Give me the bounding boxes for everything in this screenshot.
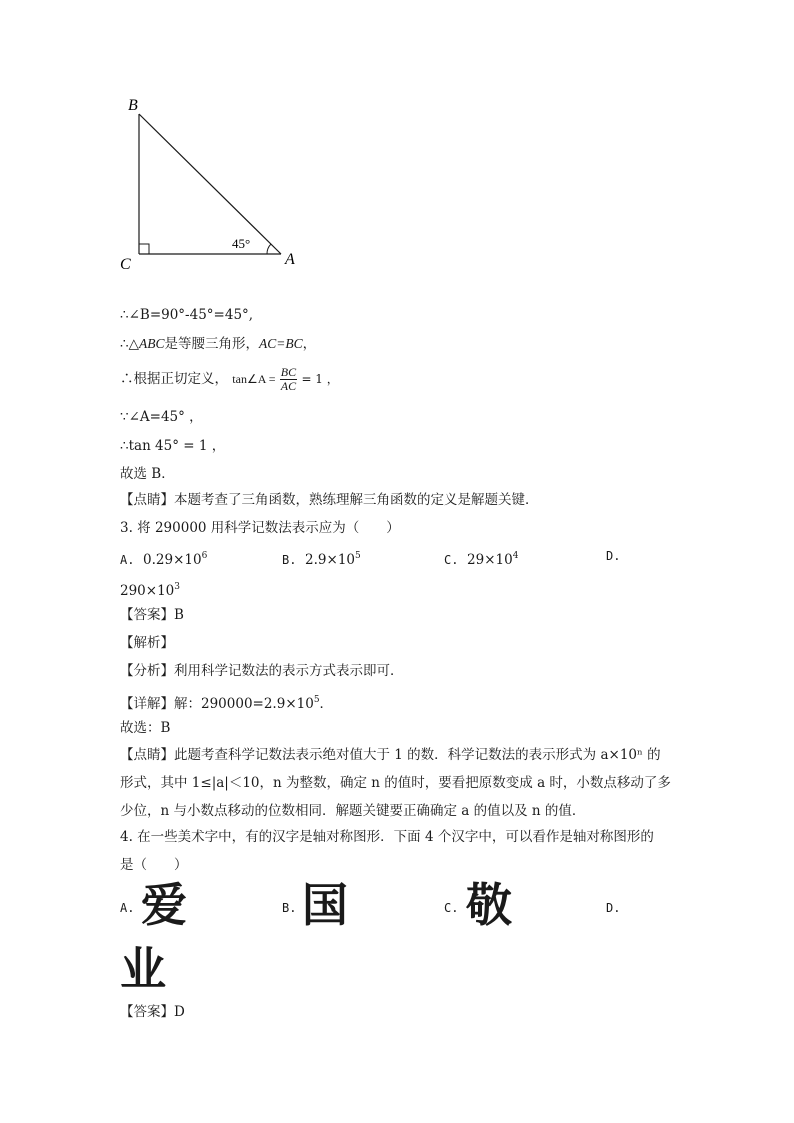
- q4-stem-line-2: [120, 856, 188, 874]
- option-letter: C.: [444, 553, 459, 567]
- tan45-result: ∴tan 45° = 1 ，: [120, 438, 226, 454]
- q3-stem-text: 3. 将 290000 用科学记数法表示应为（ ）: [120, 520, 400, 536]
- solution-line-5: [120, 437, 225, 455]
- fraction-numerator: BC: [280, 365, 297, 379]
- q4-option-b-char: 国: [302, 878, 348, 932]
- vertex-label-c: C: [120, 256, 131, 272]
- tangent-def-text: ∴根据正切定义，: [120, 371, 228, 387]
- option-value: 290×10: [120, 583, 175, 599]
- angle-label: 45°: [232, 236, 251, 251]
- option-letter: A.: [120, 553, 135, 567]
- option-value: 0.29×10: [143, 552, 202, 568]
- answer-tag: 【答案】: [120, 1004, 174, 1020]
- q3-detail: [120, 691, 333, 713]
- analysis-tag: 【解析】: [120, 635, 174, 651]
- q3-option-b: [282, 547, 361, 569]
- answer-tag: 【答案】: [120, 607, 174, 623]
- q3-fenxi: [120, 662, 404, 680]
- q4-option-d-char: 业: [120, 942, 166, 996]
- right-angle-mark: [139, 244, 149, 254]
- fraction-denominator: AC: [280, 379, 297, 393]
- q4-option-a-char: 爱: [141, 878, 187, 932]
- q3-option-a: [120, 547, 207, 569]
- q4-option-c-char: 敬: [466, 878, 512, 932]
- detail-end: ．: [319, 696, 334, 712]
- q3-comment-line-1: [120, 746, 661, 764]
- solution-line-2: [120, 335, 316, 353]
- comment-text: 少位，n 与小数点移动的位数相同．解题关键要正确确定 a 的值以及 n 的值．: [120, 803, 586, 819]
- q3-option-d: [606, 547, 620, 565]
- fraction-bc-ac: [280, 366, 297, 393]
- option-letter: B.: [282, 553, 297, 567]
- q4-option-c-letter: C.: [444, 901, 459, 915]
- q4-stem-line-1: [120, 828, 654, 846]
- q4-option-b-letter: B.: [282, 901, 297, 915]
- choose-b: 故选 B．: [120, 466, 175, 482]
- vertex-label-a: A: [285, 251, 295, 268]
- option-exponent: 4: [512, 551, 519, 561]
- q4-stem-text: 4. 在一些美术字中，有的汉字是轴对称图形．下面 4 个汉字中，可以看作是轴对称图形的: [120, 829, 654, 845]
- answer-value: D: [174, 1004, 185, 1020]
- q3-stem: [120, 519, 400, 537]
- therefore-triangle: ∴△: [120, 336, 139, 352]
- option-exponent: 5: [355, 551, 361, 561]
- detail-exponent: 5: [313, 695, 320, 705]
- detail-text: 【详解】解：290000=2.9×10: [120, 696, 314, 712]
- comma: ，: [302, 336, 317, 352]
- side-equality: AC=BC: [258, 336, 303, 351]
- equals-one: = 1 ，: [301, 372, 339, 386]
- solution-line-6: [120, 465, 175, 483]
- triangle-figure: [110, 92, 310, 272]
- comment-text: 【点睛】本题考查了三角函数，熟练理解三角函数的定义是解题关键．: [120, 492, 539, 508]
- q3-comment-line-2: [120, 774, 671, 792]
- option-exponent: 3: [174, 582, 180, 592]
- option-value: 29×10: [467, 552, 513, 568]
- triangle-name: ABC: [138, 336, 165, 351]
- q4-answer: [120, 1003, 185, 1021]
- because-angle-a: ∵∠A=45° ，: [120, 409, 203, 425]
- q4-option-d-letter: D.: [606, 901, 621, 915]
- fenxi-text: 【分析】利用科学记数法的表示方式表示即可．: [120, 663, 404, 679]
- side-ab: [139, 114, 281, 254]
- q4-stem-text: 是（ ）: [120, 857, 188, 873]
- tan-expression: tan∠A =: [232, 372, 276, 386]
- q3-answer: [120, 606, 184, 624]
- q4-option-a-letter: A.: [120, 901, 135, 915]
- choose-text: 故选：B: [120, 720, 171, 736]
- isosceles-text: 是等腰三角形，: [164, 336, 259, 352]
- solution-line-1: [120, 306, 253, 324]
- q3-analysis-tag: [120, 634, 174, 652]
- solution-comment: [120, 491, 539, 509]
- q3-option-c: [444, 547, 518, 569]
- solution-line-3: [120, 364, 339, 394]
- angle-b-calc: ∴∠B=90°-45°=45°,: [120, 307, 254, 323]
- option-exponent: 6: [201, 551, 208, 561]
- vertex-label-b: B: [128, 97, 138, 114]
- option-value: 2.9×10: [305, 552, 356, 568]
- q3-option-d-value: [120, 578, 180, 600]
- comment-text: 【点睛】此题考查科学记数法表示绝对值大于 1 的数．科学记数法的表示形式为 a×10ⁿ 的: [120, 747, 661, 763]
- q3-comment-line-3: [120, 802, 585, 820]
- comment-text: 形式，其中 1≤|a|＜10，n 为整数，确定 n 的值时，要看把原数变成 a 时，小数点移动了多: [120, 775, 671, 791]
- option-letter: D.: [606, 549, 621, 563]
- angle-arc: [267, 244, 271, 254]
- solution-line-4: [120, 408, 203, 426]
- answer-value: B: [174, 607, 184, 623]
- q3-choose: [120, 719, 170, 737]
